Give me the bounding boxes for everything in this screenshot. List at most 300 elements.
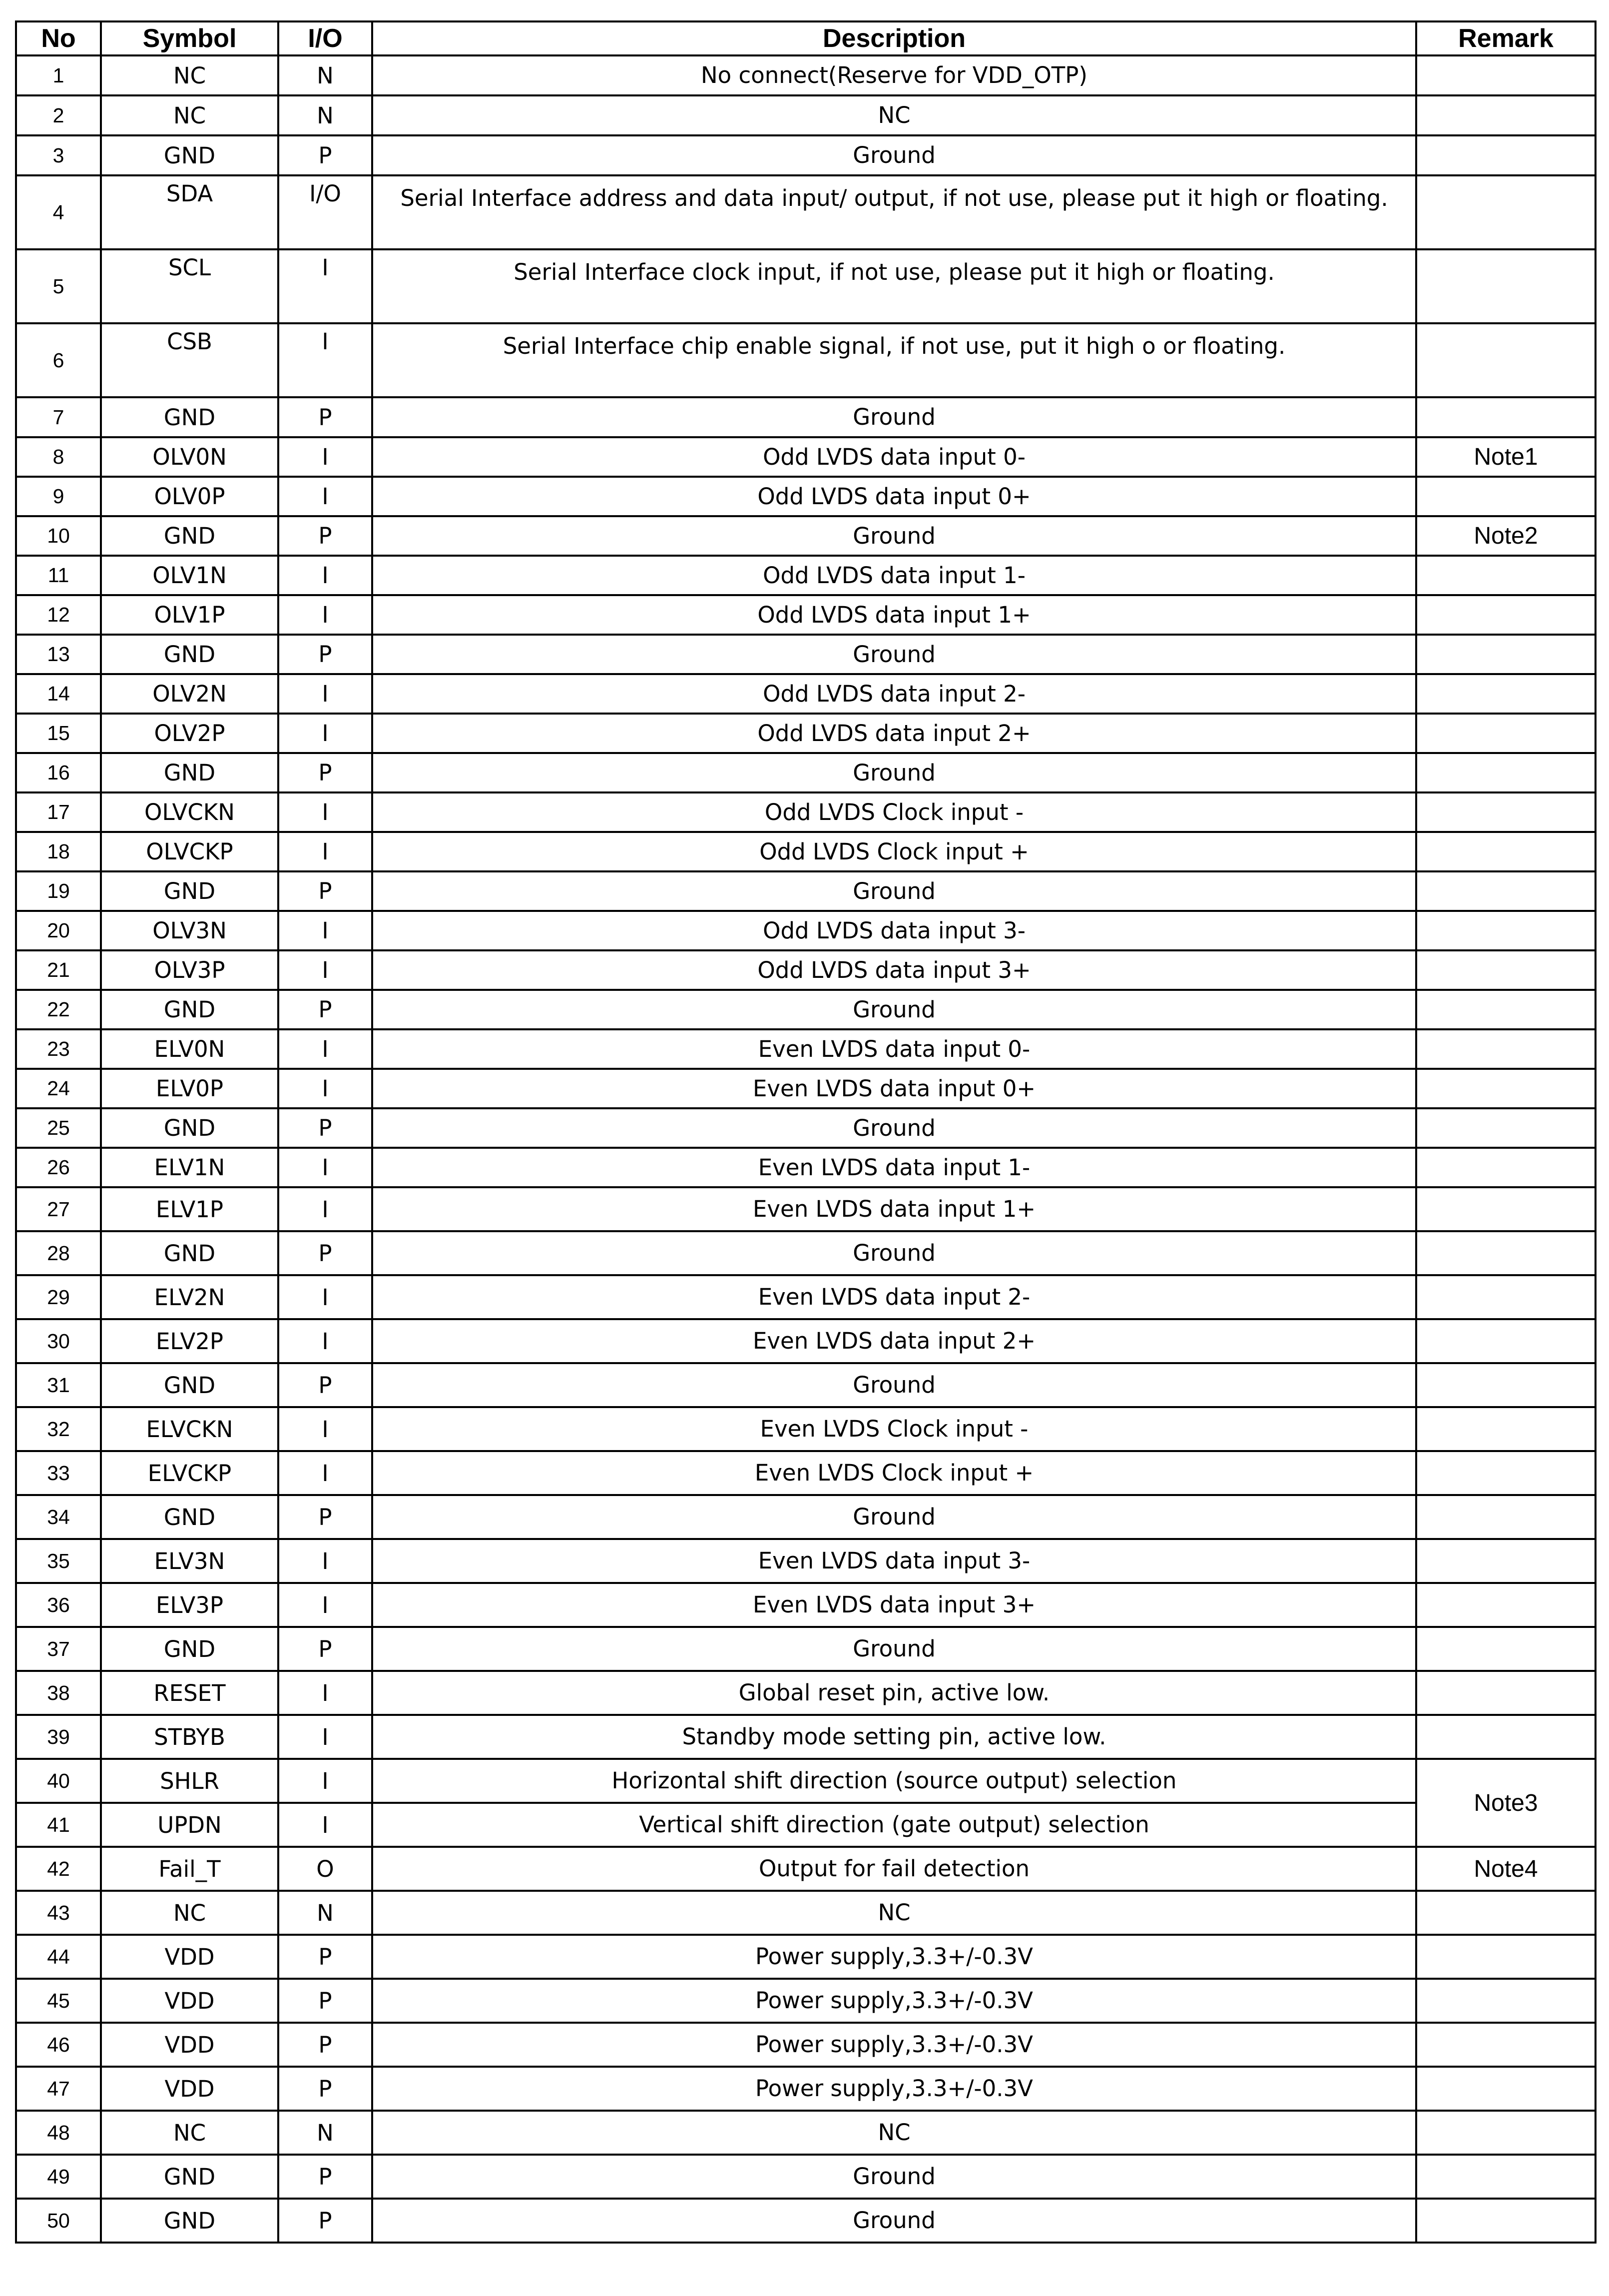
description-cell: Global reset pin, active low. [372, 1671, 1416, 1715]
io-cell: I [278, 1715, 372, 1759]
symbol-cell: GND [101, 2155, 278, 2199]
header-remark: Remark [1416, 21, 1596, 55]
io-cell: P [278, 516, 372, 556]
pin-number-cell: 45 [16, 1979, 101, 2023]
table-row [16, 1407, 1596, 1451]
symbol-cell: Fail_T [101, 1847, 278, 1891]
description-cell: Ground [372, 990, 1416, 1029]
table-row [16, 1029, 1596, 1069]
description-cell: Even LVDS data input 2+ [372, 1319, 1416, 1363]
symbol-cell: GND [101, 1495, 278, 1539]
symbol-cell: OLV2P [101, 714, 278, 753]
description-cell: Odd LVDS Clock input + [372, 832, 1416, 871]
table-row [16, 1627, 1596, 1671]
remark-cell [1416, 792, 1596, 832]
pin-number-cell: 28 [16, 1231, 101, 1275]
symbol-cell: ELV0N [101, 1029, 278, 1069]
remark-cell [1416, 714, 1596, 753]
remark-cell [1416, 990, 1596, 1029]
pin-number-cell: 16 [16, 753, 101, 792]
description-cell: Even LVDS data input 1- [372, 1148, 1416, 1187]
description-cell: Even LVDS data input 1+ [372, 1187, 1416, 1231]
io-cell: P [278, 397, 372, 437]
io-cell: P [278, 135, 372, 175]
io-cell: P [278, 2067, 372, 2111]
symbol-cell: OLV0N [101, 437, 278, 477]
symbol-cell: ELV1N [101, 1148, 278, 1187]
remark-cell [1416, 1627, 1596, 1671]
table-row [16, 1363, 1596, 1407]
table-row [16, 477, 1596, 516]
table-row [16, 1069, 1596, 1108]
remark-cell [1416, 1495, 1596, 1539]
symbol-cell: ELV2N [101, 1275, 278, 1319]
table-row [16, 2023, 1596, 2067]
symbol-cell: GND [101, 516, 278, 556]
table-row [16, 1583, 1596, 1627]
description-cell: Ground [372, 2199, 1416, 2243]
pin-rows [16, 55, 1596, 2243]
remark-cell [1416, 1407, 1596, 1451]
io-cell: I [278, 1187, 372, 1231]
symbol-cell: OLV0P [101, 477, 278, 516]
pin-number-cell: 22 [16, 990, 101, 1029]
table-row [16, 832, 1596, 871]
description-cell: Ground [372, 1231, 1416, 1275]
symbol-cell: STBYB [101, 1715, 278, 1759]
pin-number-cell: 46 [16, 2023, 101, 2067]
io-cell: I [278, 1275, 372, 1319]
table-row [16, 871, 1596, 911]
io-cell: P [278, 2023, 372, 2067]
table-row [16, 1187, 1596, 1231]
pin-number-cell: 2 [16, 95, 101, 135]
table-row [16, 1671, 1596, 1715]
table-row [16, 1847, 1596, 1891]
io-cell: N [278, 95, 372, 135]
symbol-cell: GND [101, 1363, 278, 1407]
io-cell: P [278, 1231, 372, 1275]
pin-number-cell: 25 [16, 1108, 101, 1148]
remark-cell [1416, 1029, 1596, 1069]
table-row [16, 1108, 1596, 1148]
symbol-cell: OLV3P [101, 950, 278, 990]
io-cell: N [278, 1891, 372, 1935]
table-header-row [16, 21, 1596, 55]
table-row [16, 990, 1596, 1029]
remark-cell [1416, 1715, 1596, 1759]
pin-number-cell: 42 [16, 1847, 101, 1891]
description-cell: Serial Interface address and data input/ output, if not use, please put it high or floating. [372, 175, 1416, 249]
remark-cell [1416, 1935, 1596, 1979]
table-row [16, 135, 1596, 175]
pin-number-cell: 49 [16, 2155, 101, 2199]
io-cell: I [278, 1407, 372, 1451]
description-cell: Even LVDS data input 0+ [372, 1069, 1416, 1108]
description-cell: NC [372, 95, 1416, 135]
description-cell: NC [372, 2111, 1416, 2155]
io-cell: I [278, 1539, 372, 1583]
table-row [16, 1539, 1596, 1583]
symbol-cell: SDA [101, 175, 278, 249]
description-cell: Ground [372, 135, 1416, 175]
io-cell: O [278, 1847, 372, 1891]
header-symbol: Symbol [101, 21, 278, 55]
symbol-cell: OLVCKP [101, 832, 278, 871]
pin-number-cell: 19 [16, 871, 101, 911]
remark-cell [1416, 2155, 1596, 2199]
description-cell: Even LVDS data input 3- [372, 1539, 1416, 1583]
remark-cell [1416, 1231, 1596, 1275]
symbol-cell: VDD [101, 2023, 278, 2067]
pin-number-cell: 8 [16, 437, 101, 477]
io-cell: I/O [278, 175, 372, 249]
table-row [16, 2155, 1596, 2199]
symbol-cell: ELV3P [101, 1583, 278, 1627]
io-cell: P [278, 2199, 372, 2243]
pin-number-cell: 48 [16, 2111, 101, 2155]
io-cell: P [278, 635, 372, 674]
remark-cell [1416, 175, 1596, 249]
symbol-cell: ELV0P [101, 1069, 278, 1108]
table-row [16, 1275, 1596, 1319]
remark-cell: Note4 [1416, 1847, 1596, 1891]
remark-cell [1416, 1539, 1596, 1583]
pin-number-cell: 14 [16, 674, 101, 714]
remark-cell [1416, 1363, 1596, 1407]
pin-number-cell: 35 [16, 1539, 101, 1583]
io-cell: P [278, 1363, 372, 1407]
pin-number-cell: 9 [16, 477, 101, 516]
remark-cell [1416, 1451, 1596, 1495]
io-cell: I [278, 249, 372, 323]
description-cell: Ground [372, 2155, 1416, 2199]
remark-cell [1416, 2199, 1596, 2243]
symbol-cell: CSB [101, 323, 278, 397]
symbol-cell: GND [101, 397, 278, 437]
table-row [16, 175, 1596, 249]
io-cell: P [278, 871, 372, 911]
io-cell: N [278, 55, 372, 95]
symbol-cell: ELVCKN [101, 1407, 278, 1451]
symbol-cell: VDD [101, 1935, 278, 1979]
pin-number-cell: 47 [16, 2067, 101, 2111]
pin-number-cell: 30 [16, 1319, 101, 1363]
pin-number-cell: 15 [16, 714, 101, 753]
io-cell: I [278, 1803, 372, 1847]
remark-cell [1416, 1069, 1596, 1108]
table-row [16, 635, 1596, 674]
description-cell: Serial Interface clock input, if not use, please put it high or floating. [372, 249, 1416, 323]
remark-cell [1416, 249, 1596, 323]
io-cell: P [278, 1495, 372, 1539]
pin-number-cell: 29 [16, 1275, 101, 1319]
pin-number-cell: 36 [16, 1583, 101, 1627]
pin-number-cell: 17 [16, 792, 101, 832]
description-cell: Vertical shift direction (gate output) selection [372, 1803, 1416, 1847]
table-row [16, 249, 1596, 323]
remark-cell [1416, 871, 1596, 911]
description-cell: Ground [372, 635, 1416, 674]
remark-cell [1416, 1319, 1596, 1363]
description-cell: Ground [372, 1108, 1416, 1148]
description-cell: Serial Interface chip enable signal, if not use, put it high o or floating. [372, 323, 1416, 397]
description-cell: Power supply,3.3+/-0.3V [372, 1935, 1416, 1979]
symbol-cell: GND [101, 990, 278, 1029]
table-row [16, 1759, 1596, 1803]
io-cell: I [278, 1029, 372, 1069]
io-cell: I [278, 911, 372, 950]
pin-number-cell: 33 [16, 1451, 101, 1495]
symbol-cell: GND [101, 1627, 278, 1671]
io-cell: P [278, 1935, 372, 1979]
table-row [16, 55, 1596, 95]
table-row [16, 1319, 1596, 1363]
remark-cell [1416, 911, 1596, 950]
description-cell: Power supply,3.3+/-0.3V [372, 2067, 1416, 2111]
table-row [16, 437, 1596, 477]
description-cell: Odd LVDS data input 2- [372, 674, 1416, 714]
description-cell: Ground [372, 1495, 1416, 1539]
table-row [16, 323, 1596, 397]
io-cell: I [278, 1319, 372, 1363]
io-cell: I [278, 595, 372, 635]
symbol-cell: NC [101, 95, 278, 135]
table-row [16, 950, 1596, 990]
pin-number-cell: 43 [16, 1891, 101, 1935]
io-cell: I [278, 1759, 372, 1803]
remark-cell: Note3 [1416, 1759, 1596, 1847]
symbol-cell: OLV2N [101, 674, 278, 714]
table-row [16, 2199, 1596, 2243]
description-cell: Ground [372, 397, 1416, 437]
description-cell: Ground [372, 753, 1416, 792]
pin-number-cell: 41 [16, 1803, 101, 1847]
io-cell: P [278, 2155, 372, 2199]
remark-cell [1416, 1148, 1596, 1187]
description-cell: Odd LVDS data input 3- [372, 911, 1416, 950]
description-cell: Odd LVDS data input 0+ [372, 477, 1416, 516]
remark-cell [1416, 1671, 1596, 1715]
remark-cell [1416, 1891, 1596, 1935]
io-cell: I [278, 1148, 372, 1187]
remark-cell [1416, 832, 1596, 871]
remark-cell [1416, 1108, 1596, 1148]
symbol-cell: GND [101, 1231, 278, 1275]
remark-cell: Note2 [1416, 516, 1596, 556]
pin-number-cell: 39 [16, 1715, 101, 1759]
remark-cell [1416, 2111, 1596, 2155]
pin-number-cell: 21 [16, 950, 101, 990]
pin-number-cell: 20 [16, 911, 101, 950]
symbol-cell: ELV2P [101, 1319, 278, 1363]
table-row [16, 1979, 1596, 2023]
description-cell: Standby mode setting pin, active low. [372, 1715, 1416, 1759]
io-cell: I [278, 674, 372, 714]
description-cell: Horizontal shift direction (source output) selection [372, 1759, 1416, 1803]
symbol-cell: ELVCKP [101, 1451, 278, 1495]
io-cell: P [278, 1108, 372, 1148]
symbol-cell: GND [101, 135, 278, 175]
table-row [16, 1231, 1596, 1275]
remark-cell [1416, 1187, 1596, 1231]
pin-number-cell: 18 [16, 832, 101, 871]
header-no: No [16, 21, 101, 55]
table-row [16, 674, 1596, 714]
io-cell: I [278, 1451, 372, 1495]
pin-assignment-table [15, 20, 1597, 2244]
symbol-cell: OLV1P [101, 595, 278, 635]
table-row [16, 1451, 1596, 1495]
table-row [16, 1495, 1596, 1539]
pin-number-cell: 34 [16, 1495, 101, 1539]
symbol-cell: RESET [101, 1671, 278, 1715]
description-cell: Power supply,3.3+/-0.3V [372, 1979, 1416, 2023]
symbol-cell: GND [101, 753, 278, 792]
table-row [16, 714, 1596, 753]
symbol-cell: NC [101, 55, 278, 95]
pin-number-cell: 11 [16, 556, 101, 595]
io-cell: I [278, 477, 372, 516]
remark-cell [1416, 635, 1596, 674]
symbol-cell: OLVCKN [101, 792, 278, 832]
table-row [16, 2067, 1596, 2111]
description-cell: Even LVDS data input 2- [372, 1275, 1416, 1319]
io-cell: P [278, 753, 372, 792]
io-cell: I [278, 792, 372, 832]
description-cell: Even LVDS data input 0- [372, 1029, 1416, 1069]
remark-cell [1416, 55, 1596, 95]
remark-cell [1416, 1583, 1596, 1627]
pin-number-cell: 6 [16, 323, 101, 397]
table-row [16, 792, 1596, 832]
description-cell: Odd LVDS data input 1- [372, 556, 1416, 595]
description-cell: Odd LVDS data input 3+ [372, 950, 1416, 990]
pin-number-cell: 31 [16, 1363, 101, 1407]
description-cell: Odd LVDS Clock input - [372, 792, 1416, 832]
description-cell: Odd LVDS data input 2+ [372, 714, 1416, 753]
pin-number-cell: 13 [16, 635, 101, 674]
table-row [16, 1715, 1596, 1759]
io-cell: P [278, 1627, 372, 1671]
pin-number-cell: 44 [16, 1935, 101, 1979]
remark-cell [1416, 2067, 1596, 2111]
remark-cell [1416, 556, 1596, 595]
description-cell: Ground [372, 516, 1416, 556]
symbol-cell: GND [101, 635, 278, 674]
pin-number-cell: 5 [16, 249, 101, 323]
header-description: Description [372, 21, 1416, 55]
io-cell: I [278, 1671, 372, 1715]
pin-number-cell: 50 [16, 2199, 101, 2243]
io-cell: I [278, 714, 372, 753]
table-row [16, 753, 1596, 792]
remark-cell [1416, 135, 1596, 175]
symbol-cell: ELV3N [101, 1539, 278, 1583]
symbol-cell: GND [101, 871, 278, 911]
table-row [16, 2111, 1596, 2155]
symbol-cell: VDD [101, 1979, 278, 2023]
pin-number-cell: 27 [16, 1187, 101, 1231]
description-cell: Even LVDS data input 3+ [372, 1583, 1416, 1627]
remark-cell: Note1 [1416, 437, 1596, 477]
symbol-cell: VDD [101, 2067, 278, 2111]
symbol-cell: UPDN [101, 1803, 278, 1847]
table-row [16, 397, 1596, 437]
io-cell: I [278, 556, 372, 595]
table-row [16, 1935, 1596, 1979]
pin-number-cell: 40 [16, 1759, 101, 1803]
io-cell: I [278, 437, 372, 477]
pin-number-cell: 7 [16, 397, 101, 437]
remark-cell [1416, 1275, 1596, 1319]
description-cell: Ground [372, 1627, 1416, 1671]
remark-cell [1416, 595, 1596, 635]
description-cell: Odd LVDS data input 1+ [372, 595, 1416, 635]
io-cell: N [278, 2111, 372, 2155]
remark-cell [1416, 1979, 1596, 2023]
pin-number-cell: 3 [16, 135, 101, 175]
io-cell: P [278, 990, 372, 1029]
header-io: I/O [278, 21, 372, 55]
pin-number-cell: 38 [16, 1671, 101, 1715]
symbol-cell: OLV3N [101, 911, 278, 950]
remark-cell [1416, 95, 1596, 135]
symbol-cell: GND [101, 1108, 278, 1148]
symbol-cell: ELV1P [101, 1187, 278, 1231]
pin-number-cell: 23 [16, 1029, 101, 1069]
table-row [16, 1891, 1596, 1935]
pin-number-cell: 24 [16, 1069, 101, 1108]
description-cell: No connect(Reserve for VDD_OTP) [372, 55, 1416, 95]
io-cell: I [278, 1583, 372, 1627]
description-cell: Power supply,3.3+/-0.3V [372, 2023, 1416, 2067]
table-row [16, 95, 1596, 135]
io-cell: I [278, 323, 372, 397]
table-row [16, 516, 1596, 556]
pin-number-cell: 4 [16, 175, 101, 249]
table-row [16, 556, 1596, 595]
remark-cell [1416, 477, 1596, 516]
description-cell: Odd LVDS data input 0- [372, 437, 1416, 477]
symbol-cell: GND [101, 2199, 278, 2243]
description-cell: NC [372, 1891, 1416, 1935]
io-cell: I [278, 950, 372, 990]
pin-number-cell: 26 [16, 1148, 101, 1187]
remark-cell [1416, 397, 1596, 437]
remark-cell [1416, 674, 1596, 714]
table-row [16, 595, 1596, 635]
io-cell: P [278, 1979, 372, 2023]
symbol-cell: NC [101, 1891, 278, 1935]
pin-number-cell: 12 [16, 595, 101, 635]
remark-cell [1416, 753, 1596, 792]
pin-number-cell: 10 [16, 516, 101, 556]
table-row [16, 911, 1596, 950]
remark-cell [1416, 323, 1596, 397]
pin-number-cell: 37 [16, 1627, 101, 1671]
remark-cell [1416, 2023, 1596, 2067]
description-cell: Even LVDS Clock input + [372, 1451, 1416, 1495]
symbol-cell: OLV1N [101, 556, 278, 595]
description-cell: Even LVDS Clock input - [372, 1407, 1416, 1451]
symbol-cell: SHLR [101, 1759, 278, 1803]
remark-cell [1416, 950, 1596, 990]
description-cell: Ground [372, 871, 1416, 911]
description-cell: Output for fail detection [372, 1847, 1416, 1891]
description-cell: Ground [372, 1363, 1416, 1407]
io-cell: I [278, 832, 372, 871]
